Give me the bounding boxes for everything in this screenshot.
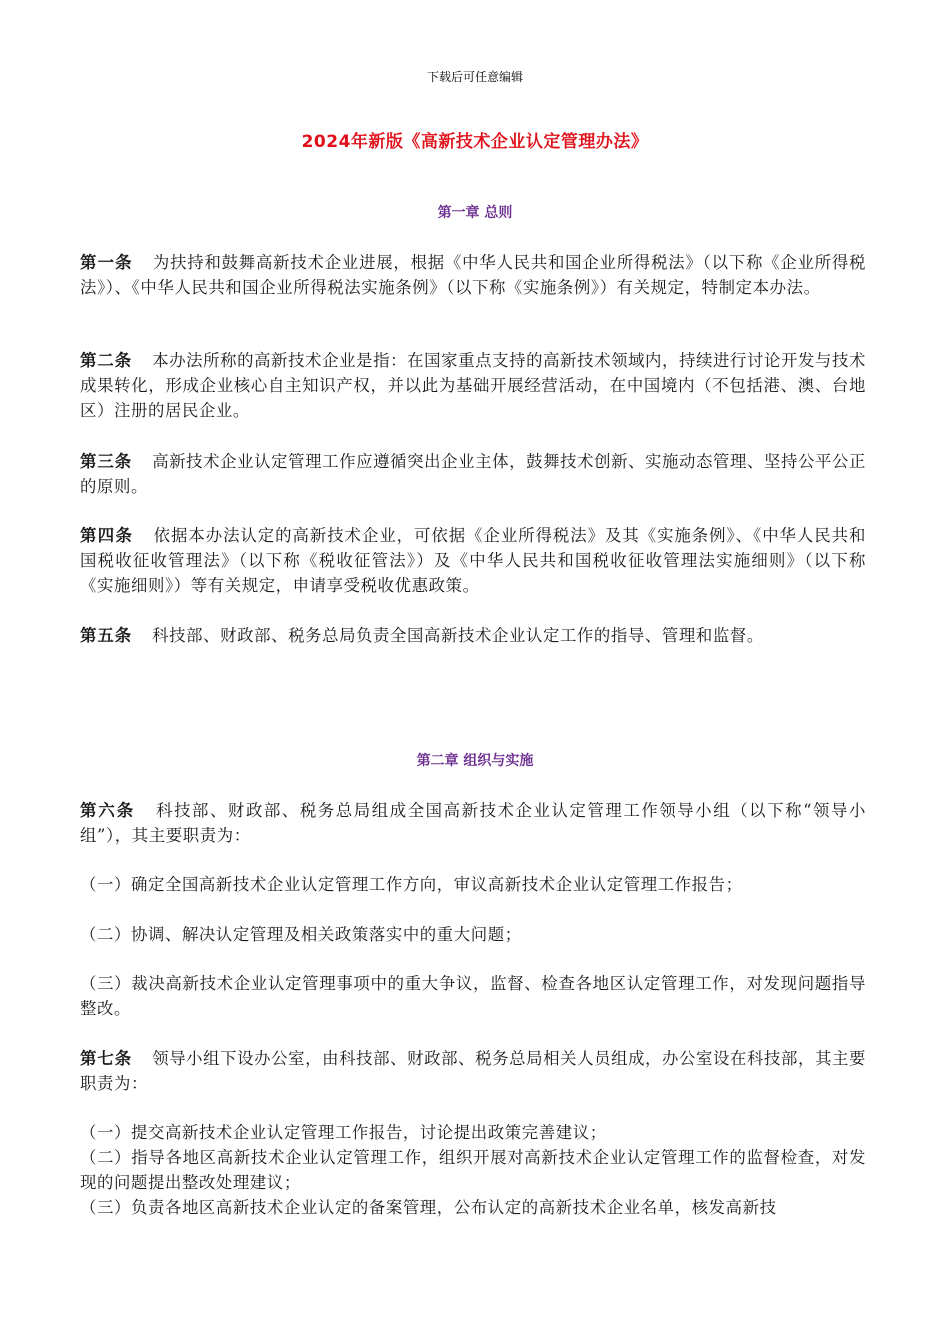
article-number: 第七条: [80, 1049, 133, 1068]
article-6-item-2: [80, 922, 866, 947]
document-title: 2024年新版《高新技术企业认定管理办法》: [301, 132, 649, 152]
article-6: [80, 798, 866, 848]
article-number: 第三条: [80, 452, 133, 471]
article-3: [80, 449, 866, 499]
item-text: （二）协调、解决认定管理及相关政策落实中的重大问题；: [80, 925, 522, 944]
item-text: （三）裁决高新技术企业认定管理事项中的重大争议，监督、检查各地区认定管理工作，对发现问题指导整改。: [80, 974, 866, 1018]
article-text: 依据本办法认定的高新技术企业，可依据《企业所得税法》及其《实施条例》、《中华人民共和国税收征收管理法》（以下称《税收征管法》）及《中华人民共和国税收征收管理法实施细则》（以下称《实施细则》）等有关规定，申请享受税收优惠政策。: [80, 526, 866, 595]
article-text: 为扶持和鼓舞高新技术企业进展，根据《中华人民共和国企业所得税法》（以下称《企业所得税法》）、《中华人民共和国企业所得税法实施条例》（以下称《实施条例》）有关规定，特制定本办法。: [80, 253, 866, 297]
article-text: 高新技术企业认定管理工作应遵循突出企业主体，鼓舞技术创新、实施动态管理、坚持公平公正的原则。: [80, 452, 866, 496]
article-number: 第四条: [80, 526, 134, 545]
article-5: [80, 623, 866, 648]
article-6-item-1: [80, 872, 866, 897]
article-7-item-1: [80, 1120, 866, 1145]
article-7-item-3: [80, 1195, 866, 1220]
article-7-item-2: [80, 1145, 866, 1195]
article-text: 本办法所称的高新技术企业是指：在国家重点支持的高新技术领域内，持续进行讨论开发与技术成果转化，形成企业核心自主知识产权，并以此为基础开展经营活动，在中国境内（不包括港、澳、台地区）注册的居民企业。: [80, 351, 866, 420]
article-1: [80, 250, 866, 300]
article-2: [80, 348, 866, 423]
chapter-heading-2: 第二章 组织与实施: [416, 753, 534, 769]
article-6-item-3: [80, 971, 866, 1021]
article-text: 科技部、财政部、税务总局组成全国高新技术企业认定管理工作领导小组（以下称“领导小组”），其主要职责为：: [80, 801, 866, 845]
article-number: 第一条: [80, 253, 133, 272]
chapter-heading-1: 第一章 总则: [437, 205, 513, 221]
item-text: （二）指导各地区高新技术企业认定管理工作，组织开展对高新技术企业认定管理工作的监督检查，对发现的问题提出整改处理建议；: [80, 1148, 866, 1192]
article-text: 领导小组下设办公室，由科技部、财政部、税务总局相关人员组成，办公室设在科技部，其主要职责为：: [80, 1049, 866, 1093]
article-text: 科技部、财政部、税务总局负责全国高新技术企业认定工作的指导、管理和监督。: [152, 626, 764, 645]
item-text: （一）确定全国高新技术企业认定管理工作方向，审议高新技术企业认定管理工作报告；: [80, 875, 743, 894]
article-7: [80, 1046, 866, 1096]
article-number: 第五条: [80, 626, 133, 645]
article-number: 第二条: [80, 351, 133, 370]
item-text: （一）提交高新技术企业认定管理工作报告，讨论提出政策完善建议；: [80, 1123, 607, 1142]
header-note: 下载后可任意编辑: [426, 70, 523, 84]
item-text: （三）负责各地区高新技术企业认定的备案管理，公布认定的高新技术企业名单，核发高新技: [80, 1198, 777, 1217]
article-4: [80, 523, 866, 598]
article-number: 第六条: [80, 801, 136, 820]
